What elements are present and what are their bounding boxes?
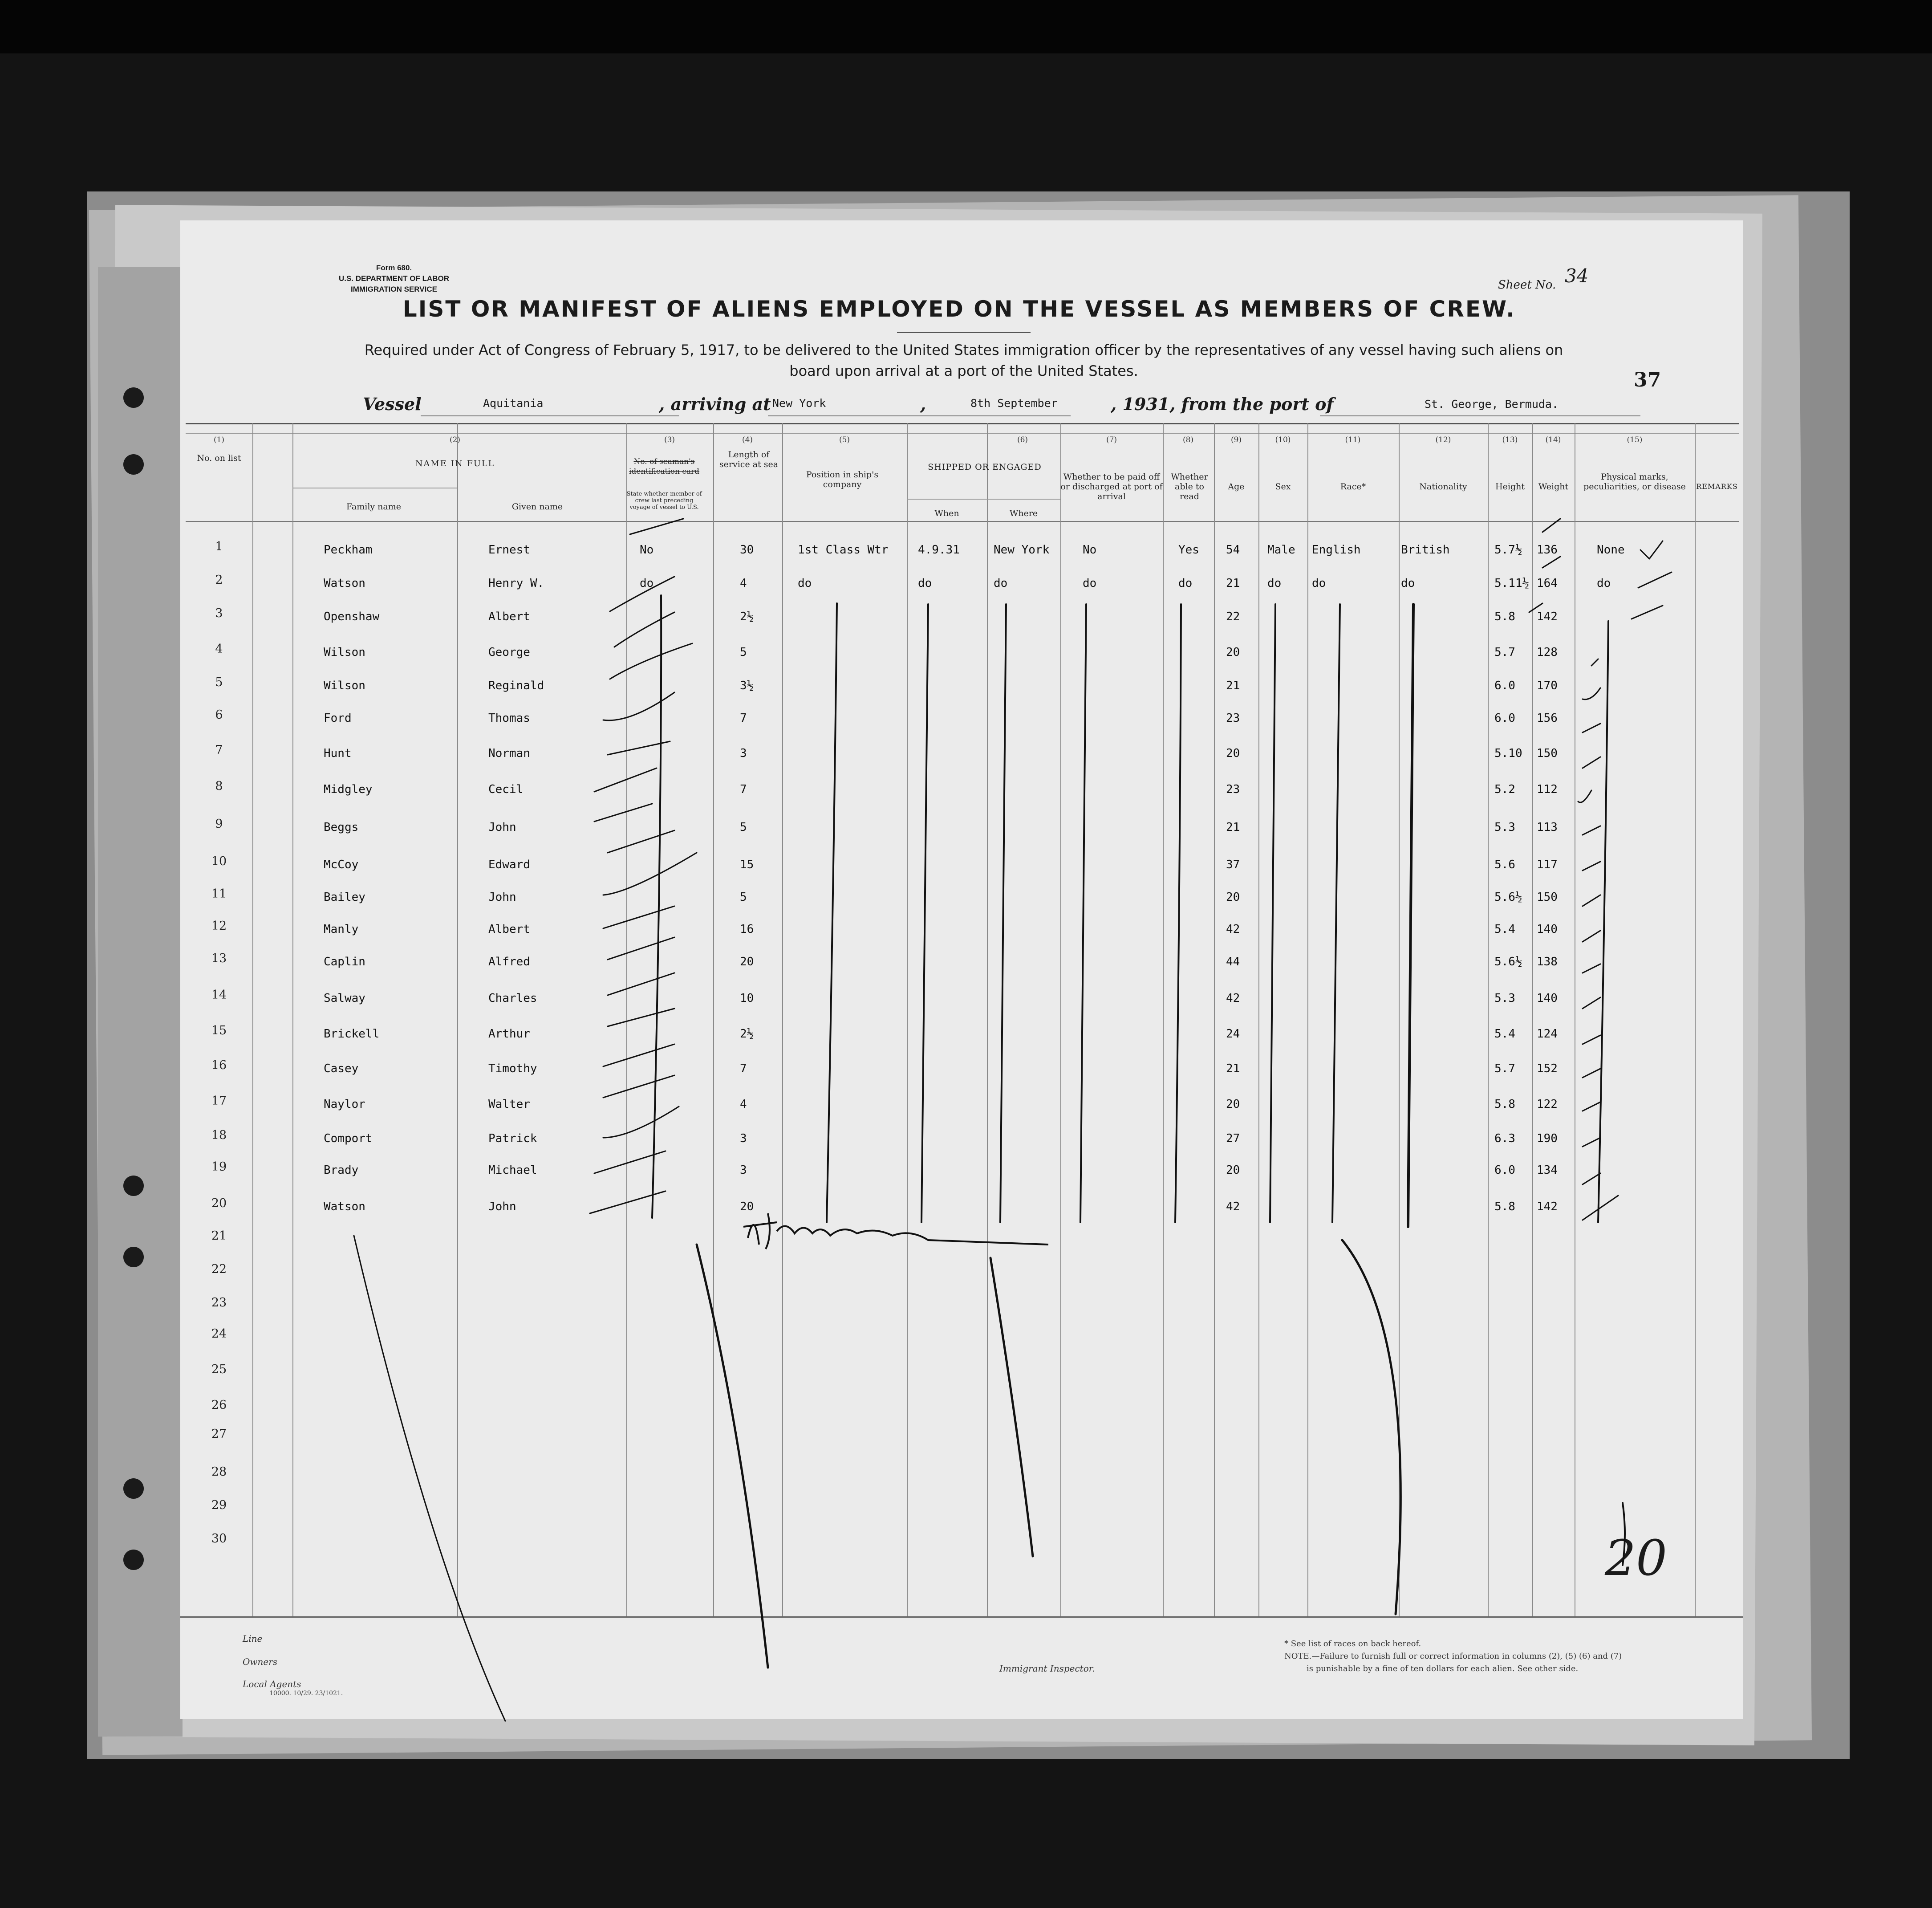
weight: 128 [1537,646,1558,659]
header-sex: Sex [1275,482,1291,492]
given-name: Henry W. [488,577,544,590]
family-name: Bailey [324,891,365,904]
column-number: (4) [742,435,753,444]
comma: , [920,394,926,414]
header-given-name: Given name [511,502,563,512]
weight: 164 [1537,577,1558,590]
line-number: 12 [211,919,227,933]
given-name: Albert [488,610,530,623]
family-name: Hunt [324,747,352,760]
service-length: 3 [740,1132,747,1145]
service-length: 3½ [740,679,754,692]
crew-row [186,606,1739,628]
line-number: 1 [215,540,223,553]
weight: 113 [1537,821,1558,834]
given-name: Arthur [488,1027,530,1041]
line-number: 3 [215,606,223,620]
year-label: , 1931, from the port of [1111,394,1334,414]
family-name: McCoy [324,858,359,871]
header-family-name: Family name [346,502,401,512]
line-number: 6 [215,708,223,722]
height: 6.0 [1494,679,1515,692]
header-shipped-where: Where [1009,509,1038,518]
fill-line [421,415,679,416]
line-number: 15 [211,1024,227,1037]
column-number: (2) [449,435,461,444]
header-physical-marks: Physical marks, peculiarities, or disease [1583,472,1686,492]
family-name: Manly [324,923,359,936]
age: 42 [1226,1200,1240,1213]
height: 5.4 [1494,923,1515,936]
department-name: U.S. DEPARTMENT OF LABOR [338,274,450,283]
vessel-label: Vessel [363,394,422,414]
weight: 170 [1537,679,1558,692]
height: 6.0 [1494,1164,1515,1177]
last-voyage: No [640,543,654,557]
column-rule [1258,423,1259,1616]
column-rule [1060,423,1061,1616]
service-length: 7 [740,783,747,796]
header-seaman-card: No. of seaman's identification card [629,457,700,476]
given-name: Albert [488,923,530,936]
arrival-date: 8th September [970,397,1058,410]
column-number: (15) [1627,435,1643,444]
service-length: 7 [740,712,747,725]
races-note: * See list of races on back hereof. [1284,1639,1421,1648]
family-name: Beggs [324,821,359,834]
vessel-name: Aquitania [483,397,544,410]
column-rule [1214,423,1215,1616]
height: 5.6½ [1494,891,1522,904]
page-title: LIST OR MANIFEST OF ALIENS EMPLOYED ON THE VESSEL AS MEMBERS OF CREW. [402,296,1516,322]
crew-row [186,1094,1739,1115]
crew-row [186,743,1739,765]
physical-marks: None [1597,543,1625,557]
header-paid-off: Whether to be paid off or discharged at port of arrival [1060,472,1163,501]
weight: 142 [1537,610,1558,623]
height: 5.7 [1494,1062,1515,1075]
page-number: 37 [1634,369,1661,391]
line-number: 9 [215,817,223,831]
header-last-voyage: State whether member of crew last preceding voyage of vessel to U.S. [626,491,702,511]
header-shipped-engaged: SHIPPED OR ENGAGED [928,462,1042,472]
shipped-subheader-rule [907,499,1060,500]
column-rule [713,423,714,1616]
height: 5.6 [1494,858,1515,871]
age: 20 [1226,1098,1240,1111]
column-number: (6) [1017,435,1028,444]
punch-hole [123,1550,144,1570]
weight: 150 [1537,747,1558,760]
height: 5.6½ [1494,955,1522,968]
title-divider [897,332,1031,333]
given-name: Walter [488,1098,530,1111]
weight: 156 [1537,712,1558,725]
crew-row [186,573,1739,594]
header-height: Height [1495,482,1525,492]
vessel-line [180,394,1649,421]
handwritten-total: 20 [1605,1530,1667,1587]
physical-marks: do [1597,577,1611,590]
crew-row [186,919,1739,940]
weight: 136 [1537,543,1558,557]
column-number: (10) [1275,435,1291,444]
header-race: Race* [1340,482,1366,492]
family-name: Caplin [324,955,365,968]
age: 20 [1226,747,1240,760]
height: 6.3 [1494,1132,1515,1145]
family-name: Brady [324,1164,359,1177]
given-name: Reginald [488,679,544,692]
column-number: (12) [1435,435,1451,444]
age: 27 [1226,1132,1240,1145]
departure-port: St. George, Bermuda. [1425,398,1559,411]
service-length: 20 [740,955,754,968]
crew-row [186,642,1739,663]
form-header-block [314,263,474,295]
weight: 138 [1537,955,1558,968]
given-name: Cecil [488,783,524,796]
fill-line [768,415,1071,416]
weight: 124 [1537,1027,1558,1041]
line-label: Line [243,1633,263,1644]
punch-hole [123,454,144,475]
age: 20 [1226,1164,1240,1177]
height: 5.11½ [1494,577,1530,590]
family-name: Salway [324,992,365,1005]
line-number: 20 [211,1196,227,1210]
scanner-top-band [0,0,1932,53]
weight: 142 [1537,1200,1558,1213]
age: 21 [1226,679,1240,692]
crew-row [186,540,1739,561]
punch-hole [123,387,144,408]
nationality: British [1401,543,1450,557]
header-weight: Weight [1538,482,1569,492]
service-length: 5 [740,821,747,834]
family-name: Wilson [324,679,365,692]
line-number: 17 [211,1094,227,1108]
header-remarks: REMARKS [1696,482,1738,491]
crew-row [186,1196,1739,1218]
given-name: Norman [488,747,530,760]
height: 5.2 [1494,783,1515,796]
age: 42 [1226,923,1240,936]
service-length: 15 [740,858,754,871]
inspector-signature-label: Immigrant Inspector. [999,1663,1095,1674]
age: 24 [1226,1027,1240,1041]
given-name: George [488,646,530,659]
line-number: 27 [211,1427,227,1441]
given-name: Charles [488,992,537,1005]
crew-manifest-table [186,423,1739,1616]
punch-hole [123,1247,144,1267]
weight: 140 [1537,992,1558,1005]
penalty-note: NOTE.—Failure to furnish full or correct information in columns (2), (5) (6) and (7) [1284,1652,1622,1661]
column-rule [1488,423,1489,1616]
punch-hole [123,1176,144,1196]
service-length: 5 [740,646,747,659]
family-name: Comport [324,1132,373,1145]
column-number: (7) [1106,435,1117,444]
ship-position: do [798,577,812,590]
line-number: 23 [211,1296,227,1310]
last-voyage: do [640,577,654,590]
punch-hole [123,1478,144,1499]
line-number: 13 [211,952,227,965]
header-nationality: Nationality [1419,482,1467,492]
service-length: 20 [740,1200,754,1213]
family-name: Peckham [324,543,373,557]
column-rule [1307,423,1308,1616]
local-agents-label: Local Agents [243,1679,301,1689]
given-name: Edward [488,858,530,871]
column-number: (13) [1502,435,1518,444]
crew-row [186,817,1739,838]
arrival-port: New York [772,397,826,410]
crew-row [186,708,1739,729]
weight: 150 [1537,891,1558,904]
height: 5.4 [1494,1027,1515,1041]
line-number: 19 [211,1160,227,1174]
column-number: (5) [839,435,850,444]
line-number: 28 [211,1465,227,1479]
given-name: John [488,891,516,904]
column-rule [292,423,293,1616]
line-number: 11 [211,887,227,901]
sheet-number-value: 34 [1565,265,1589,287]
height: 5.3 [1494,992,1515,1005]
column-rule [252,423,253,1616]
family-name: Brickell [324,1027,380,1041]
column-number: (8) [1182,435,1194,444]
age: 54 [1226,543,1240,557]
service-length: 3 [740,747,747,760]
height: 5.7 [1494,646,1515,659]
weight: 152 [1537,1062,1558,1075]
height: 5.8 [1494,1200,1515,1213]
height: 6.0 [1494,712,1515,725]
given-name: Michael [488,1164,537,1177]
crew-row [186,988,1739,1009]
service-length: 2½ [740,1027,754,1041]
column-rule [626,423,627,1616]
nationality: do [1401,577,1415,590]
line-number: 30 [211,1532,227,1546]
sex: do [1267,577,1282,590]
column-number: (14) [1545,435,1561,444]
service-length: 2½ [740,610,754,623]
column-rule [987,423,988,1616]
line-number: 8 [215,779,223,793]
race: English [1312,543,1361,557]
table-top-rule [186,423,1739,424]
line-number: 14 [211,988,227,1002]
service-length: 4 [740,577,747,590]
line-number: 22 [211,1262,227,1276]
able-to-read: do [1178,577,1193,590]
height: 5.10 [1494,747,1522,760]
column-number: (3) [664,435,675,444]
service-length: 4 [740,1098,747,1111]
footer-rule [180,1616,1743,1618]
crew-row [186,779,1739,801]
crew-row [186,1128,1739,1150]
given-name: Ernest [488,543,530,557]
header-length-of-service: Length of service at sea [719,450,779,469]
service-length: 7 [740,1062,747,1075]
line-number: 25 [211,1363,227,1376]
penalty-note-cont: is punishable by a fine of ten dollars for each alien. See other side. [1307,1664,1579,1673]
weight: 112 [1537,783,1558,796]
age: 37 [1226,858,1240,871]
binding-strip [98,267,183,1737]
column-rule [782,423,783,1616]
sex: Male [1267,543,1295,557]
weight: 140 [1537,923,1558,936]
family-name: Casey [324,1062,359,1075]
age: 44 [1226,955,1240,968]
crew-row [186,1160,1739,1181]
table-rule [186,433,1739,434]
line-number: 7 [215,743,223,757]
column-rule [1532,423,1533,1616]
form-number: Form 680. [376,264,412,272]
header-position: Position in ship's company [806,470,879,489]
sheet-number-label: Sheet No. [1498,278,1556,292]
owners-label: Owners [243,1656,278,1667]
shipped-where: New York [994,543,1050,557]
family-name: Ford [324,712,352,725]
header-age: Age [1228,482,1245,492]
fill-line [1320,415,1640,416]
line-number: 5 [215,675,223,689]
header-name-in-full: NAME IN FULL [415,459,495,468]
race: do [1312,577,1326,590]
service-length: 10 [740,992,754,1005]
service-length: 5 [740,891,747,904]
age: 20 [1226,646,1240,659]
weight: 190 [1537,1132,1558,1145]
arriving-label: , arriving at [659,394,771,414]
print-code: 10000. 10/29. 23/1021. [269,1690,343,1697]
given-name: John [488,821,516,834]
family-name: Naylor [324,1098,365,1111]
column-rule [907,423,908,1616]
age: 21 [1226,821,1240,834]
weight: 122 [1537,1098,1558,1111]
line-number: 21 [211,1229,227,1243]
crew-row [186,1024,1739,1045]
service-length: 16 [740,923,754,936]
shipped-when: do [918,577,932,590]
age: 23 [1226,712,1240,725]
age: 23 [1226,783,1240,796]
paid-off: No [1083,543,1097,557]
header-shipped-when: When [934,509,959,518]
line-number: 16 [211,1058,227,1072]
line-number: 26 [211,1398,227,1412]
column-rule [457,423,458,1616]
line-number: 24 [211,1327,227,1341]
column-number: (1) [213,435,225,444]
service-length: 3 [740,1164,747,1177]
given-name: John [488,1200,516,1213]
given-name: Thomas [488,712,530,725]
family-name: Openshaw [324,610,380,623]
service-length: 30 [740,543,754,557]
family-name: Midgley [324,783,373,796]
crew-row [186,1058,1739,1080]
ship-position: 1st Class Wtr [798,543,889,557]
age: 21 [1226,577,1240,590]
height: 5.3 [1494,821,1515,834]
age: 21 [1226,1062,1240,1075]
service-name: IMMIGRATION SERVICE [351,285,437,293]
column-rule [1399,423,1400,1616]
family-name: Watson [324,1200,365,1213]
age: 22 [1226,610,1240,623]
family-name: Wilson [324,646,365,659]
manifest-sheet [180,220,1743,1719]
header-bottom-rule [186,521,1739,522]
age: 20 [1226,891,1240,904]
column-rule [1163,423,1164,1616]
height: 5.8 [1494,610,1515,623]
page-subtitle: Required under Act of Congress of February 5, 1917, to be delivered to the United States immigration officer by the representatives of any vessel having such aliens on board upon arrival at a port of the United States. [364,342,1563,379]
crew-row [186,675,1739,697]
crew-row [186,854,1739,876]
shipped-where: do [994,577,1008,590]
line-number: 2 [215,573,223,587]
crew-row [186,952,1739,973]
weight: 117 [1537,858,1558,871]
header-able-to-read: Whether able to read [1171,472,1208,501]
line-number: 29 [211,1498,227,1512]
weight: 134 [1537,1164,1558,1177]
paid-off: do [1083,577,1097,590]
able-to-read: Yes [1178,543,1199,557]
shipped-when: 4.9.31 [918,543,960,557]
crew-row [186,887,1739,908]
height: 5.8 [1494,1098,1515,1111]
column-number: (11) [1345,435,1361,444]
column-number: (9) [1230,435,1242,444]
column-rule [1695,423,1696,1616]
height: 5.7½ [1494,543,1522,557]
family-name: Watson [324,577,365,590]
given-name: Timothy [488,1062,537,1075]
given-name: Alfred [488,955,530,968]
form-footer [180,1616,1743,1719]
header-no-on-list: No. on list [197,453,241,463]
line-number: 18 [211,1128,227,1142]
given-name: Patrick [488,1132,537,1145]
age: 42 [1226,992,1240,1005]
line-number: 10 [211,854,227,868]
line-number: 4 [215,642,223,656]
